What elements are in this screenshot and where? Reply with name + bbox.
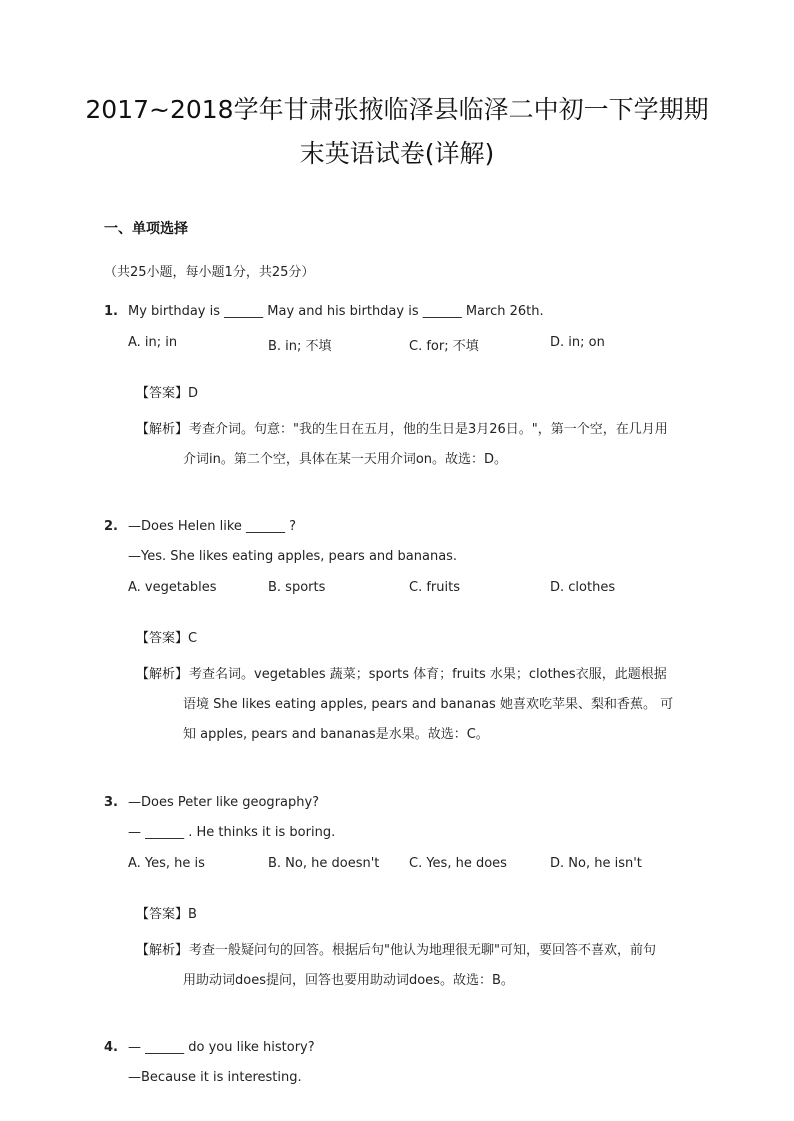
explanation-line: 考查一般疑问句的回答。根据后句"他认为地理很无聊"可知，要回答不喜欢，前句 bbox=[189, 943, 656, 958]
explanation-line: 用助动词does提问，回答也要用助动词does。故选：B。 bbox=[183, 973, 514, 988]
question-stem: — ______ . He thinks it is boring. bbox=[128, 825, 336, 840]
option-a: A. in; in bbox=[128, 335, 178, 350]
explanation-tag: 【解析】 bbox=[136, 422, 189, 437]
answer-value: C bbox=[188, 631, 198, 646]
section-heading: 一、单项选择 bbox=[104, 221, 188, 237]
answer bbox=[136, 903, 197, 922]
question-stem: — ______ do you like history? bbox=[128, 1040, 315, 1055]
explanation-tag: 【解析】 bbox=[136, 667, 189, 682]
question-stem: —Does Helen like ______ ? bbox=[128, 519, 297, 534]
question-stem: —Because it is interesting. bbox=[128, 1070, 302, 1085]
option-d: D. clothes bbox=[550, 580, 616, 595]
question-stem: —Does Peter like geography? bbox=[128, 795, 320, 810]
explanation-line: 考查介词。句意："我的生日在五月，他的生日是3月26日。"，第一个空，在几月用 bbox=[189, 422, 668, 437]
explanation-line: 语境 She likes eating apples, pears and bananas 她喜欢吃苹果、梨和香蕉。 可 bbox=[183, 697, 674, 712]
question-number: 1. bbox=[104, 304, 118, 319]
answer bbox=[136, 382, 198, 401]
question-stem: My birthday is ______ May and his birthday is ______ March 26th. bbox=[128, 304, 544, 319]
answer-tag: 【答案】 bbox=[136, 907, 189, 922]
option-c: C. Yes, he does bbox=[409, 856, 507, 871]
explanation-line: 考查名词。vegetables 蔬菜；sports 体育；fruits 水果；clothes衣服，此题根据 bbox=[189, 667, 667, 682]
question-number: 4. bbox=[104, 1040, 118, 1055]
document-title bbox=[0, 88, 794, 176]
option-d: D. No, he isn't bbox=[550, 856, 642, 871]
answer-value: B bbox=[188, 907, 197, 922]
section-note: （共25小题，每小题1分，共25分） bbox=[104, 265, 315, 280]
answer-tag: 【答案】 bbox=[136, 631, 189, 646]
explanation-line: 知 apples, pears and bananas是水果。故选：C。 bbox=[183, 727, 489, 742]
option-b: B. sports bbox=[268, 580, 326, 595]
option-a: A. Yes, he is bbox=[128, 856, 205, 871]
explanation-tag: 【解析】 bbox=[136, 943, 189, 958]
answer-tag: 【答案】 bbox=[136, 386, 189, 401]
explanation-line: 介词in。第二个空，具体在某一天用介词on。故选：D。 bbox=[183, 452, 508, 467]
option-a: A. vegetables bbox=[128, 580, 217, 595]
option-c: C. fruits bbox=[409, 580, 460, 595]
question-stem: —Yes. She likes eating apples, pears and bananas. bbox=[128, 549, 458, 564]
title-line-2: 末英语试卷(详解) bbox=[299, 139, 495, 168]
option-b: B. No, he doesn't bbox=[268, 856, 380, 871]
answer bbox=[136, 627, 197, 646]
question-number: 3. bbox=[104, 795, 118, 810]
title-line-1: 2017~2018学年甘肃张掖临泽县临泽二中初一下学期期 bbox=[85, 95, 709, 124]
question-number: 2. bbox=[104, 519, 118, 534]
option-b: B. in; 不填 bbox=[268, 339, 332, 354]
option-d: D. in; on bbox=[550, 335, 605, 350]
answer-value: D bbox=[188, 386, 199, 401]
option-c: C. for; 不填 bbox=[409, 339, 479, 354]
